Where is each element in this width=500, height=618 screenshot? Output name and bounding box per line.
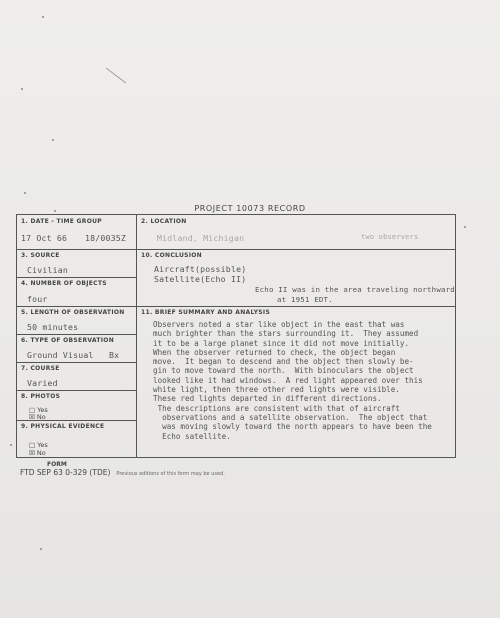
speck-mark — [42, 16, 44, 18]
form-note: Previous editions of this form may be used. — [116, 471, 225, 477]
date-time-group-label: 1. DATE - TIME GROUP — [21, 218, 102, 225]
physical-evidence-no-checkbox[interactable]: ☒ No — [29, 449, 46, 457]
location-label: 2. LOCATION — [141, 218, 187, 225]
row-divider — [17, 277, 137, 278]
conclusion-line-4: at 1951 EDT. — [277, 295, 333, 304]
photos-label: 8. PHOTOS — [21, 393, 61, 400]
number-of-objects-value: four — [27, 294, 48, 304]
type-of-observation-value: Ground Visual — [27, 350, 94, 360]
speck-mark — [24, 192, 26, 194]
conclusion-line-1: Aircraft(possible) — [154, 264, 247, 274]
course-label: 7. COURSE — [21, 365, 60, 372]
length-of-observation-value: 50 minutes — [27, 322, 79, 332]
conclusion-label: 10. CONCLUSION — [141, 252, 203, 259]
speck-mark — [464, 226, 466, 228]
record-title: PROJECT 10073 RECORD — [194, 204, 306, 213]
course-value: Varied — [27, 378, 58, 388]
photos-no-checkbox[interactable]: ☒ No — [29, 413, 46, 421]
conclusion-line-3: Echo II was in the area traveling northward — [255, 285, 455, 294]
summary-label: 11. BRIEF SUMMARY AND ANALYSIS — [141, 309, 271, 316]
summary-text: Observers noted a star like object in the east that was much brighter than the stars surrounding it. They assumed it to be a large planet since it did not move initially. When the observer returned to check, the object began move. It began to descend and the object then slowly be- gin to move toward the north. With binoculars the object looked like it had windows. A red light appeared over this white light, then three other red lights were visible. These red lights departed in different directions. The descriptions are consistent with that of aircraft observations and a satellite observation. The object that was moving slowly toward the north appears to have been the Echo satellite. — [153, 320, 432, 441]
conclusion-line-2: Satellite(Echo II) — [154, 274, 247, 284]
form-number-text: FTD SEP 63 0-329 (TDE) — [20, 468, 111, 477]
physical-evidence-yes-checkbox[interactable]: □ Yes — [29, 441, 48, 449]
row-divider — [17, 334, 137, 335]
paper-scratch-mark — [106, 68, 126, 84]
row-divider — [17, 249, 137, 250]
speck-mark — [21, 88, 23, 90]
date-value: 17 Oct 66 — [21, 233, 68, 243]
row-divider — [137, 306, 455, 307]
source-value: Civilian — [27, 265, 69, 275]
physical-evidence-label: 9. PHYSICAL EVIDENCE — [21, 423, 105, 430]
row-divider — [17, 390, 137, 391]
time-value: 18/0035Z — [85, 233, 127, 243]
location-value: Midland, Michigan — [157, 233, 245, 243]
speck-mark — [10, 444, 12, 446]
photos-yes-checkbox[interactable]: □ Yes — [29, 406, 48, 414]
type-of-observation-label: 6. TYPE OF OBSERVATION — [21, 337, 115, 344]
source-label: 3. SOURCE — [21, 252, 60, 259]
row-divider — [17, 362, 137, 363]
row-divider — [17, 306, 137, 307]
row-divider — [137, 249, 455, 250]
type-of-observation-extra: Bx — [109, 350, 120, 360]
location-extra: two observers — [361, 233, 419, 241]
number-of-objects-label: 4. NUMBER OF OBJECTS — [21, 280, 107, 287]
speck-mark — [52, 139, 54, 141]
length-of-observation-label: 5. LENGTH OF OBSERVATION — [21, 309, 125, 316]
speck-mark — [40, 548, 42, 550]
form-number — [20, 468, 225, 477]
form-label: FORM — [47, 461, 67, 468]
